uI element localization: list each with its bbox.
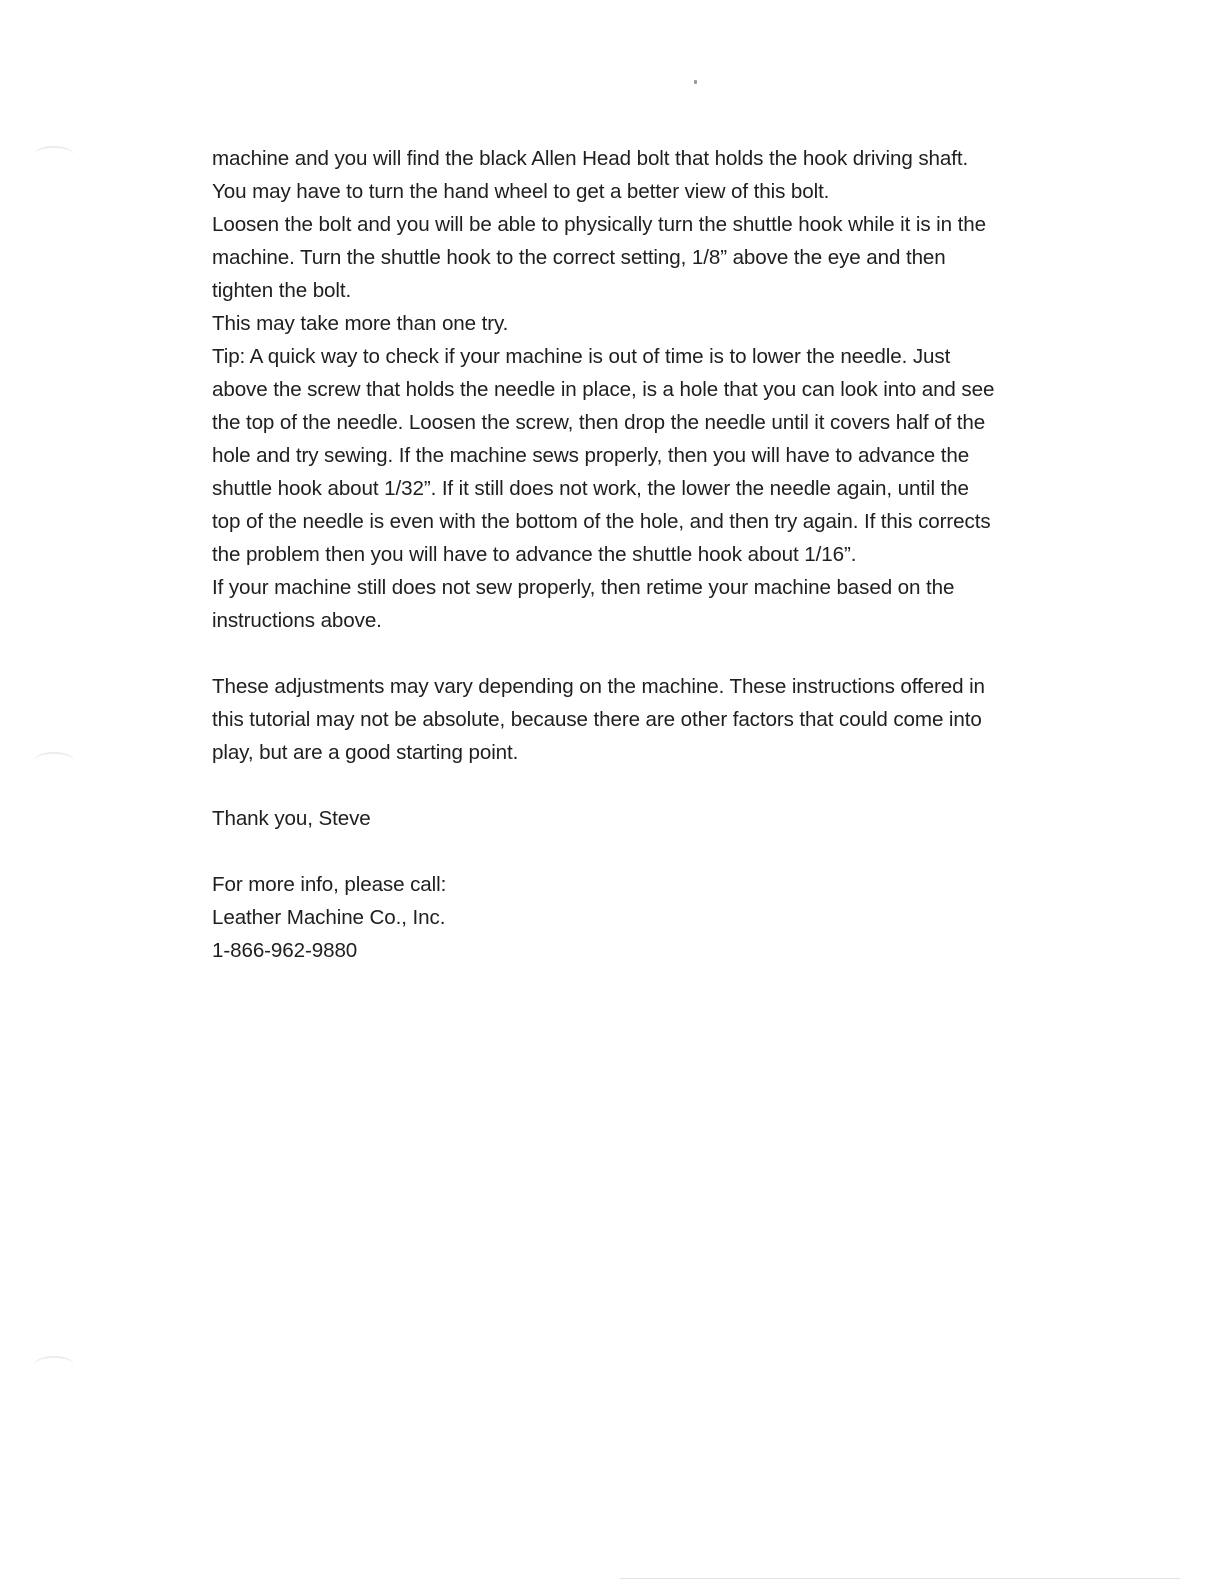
scan-speck bbox=[694, 80, 697, 84]
contact-block bbox=[212, 868, 1082, 967]
text-line: machine and you will find the black Allen Head bolt that holds the hook driving shaft. bbox=[212, 147, 969, 170]
text-line: the problem then you will have to advance the shuttle hook about 1/16”. bbox=[212, 543, 857, 566]
contact-prompt: For more info, please call: bbox=[212, 873, 447, 896]
text-line: above the screw that holds the needle in place, is a hole that you can look into and see bbox=[212, 378, 995, 401]
text-line: You may have to turn the hand wheel to get a better view of this bolt. bbox=[212, 180, 830, 203]
text-line: Loosen the bolt and you will be able to physically turn the shuttle hook while it is in the bbox=[212, 213, 986, 236]
paragraph-gap bbox=[212, 835, 1082, 868]
text-line: tighten the bolt. bbox=[212, 279, 352, 302]
signoff: Thank you, Steve bbox=[212, 807, 371, 830]
text-line: play, but are a good starting point. bbox=[212, 741, 519, 764]
text-line: this tutorial may not be absolute, because there are other factors that could come into bbox=[212, 708, 982, 731]
disclaimer-paragraph bbox=[212, 670, 1082, 769]
scan-punch-mark bbox=[34, 752, 74, 770]
paragraph-gap bbox=[212, 637, 1082, 670]
text-line: instructions above. bbox=[212, 609, 382, 632]
text-line: shuttle hook about 1/32”. If it still does not work, the lower the needle again, until the bbox=[212, 477, 969, 500]
text-line: hole and try sewing. If the machine sews properly, then you will have to advance the bbox=[212, 444, 970, 467]
scan-punch-mark bbox=[34, 146, 74, 164]
scan-edge-line bbox=[620, 1578, 1180, 1579]
text-line: This may take more than one try. bbox=[212, 312, 509, 335]
text-line: If your machine still does not sew properly, then retime your machine based on the bbox=[212, 576, 955, 599]
scan-punch-mark bbox=[34, 1356, 74, 1374]
text-line: top of the needle is even with the bottom of the hole, and then try again. If this corrects bbox=[212, 510, 991, 533]
document-text bbox=[212, 142, 1082, 967]
phone-number: 1-866-962-9880 bbox=[212, 939, 358, 962]
text-line: the top of the needle. Loosen the screw, then drop the needle until it covers half of the bbox=[212, 411, 986, 434]
text-line: These adjustments may vary depending on the machine. These instructions offered in bbox=[212, 675, 985, 698]
company-name: Leather Machine Co., Inc. bbox=[212, 906, 446, 929]
paragraph-gap bbox=[212, 769, 1082, 802]
text-line: machine. Turn the shuttle hook to the correct setting, 1/8” above the eye and then bbox=[212, 246, 946, 269]
text-line: Tip: A quick way to check if your machine is out of time is to lower the needle. Just bbox=[212, 345, 951, 368]
instructions-paragraph bbox=[212, 142, 1082, 637]
